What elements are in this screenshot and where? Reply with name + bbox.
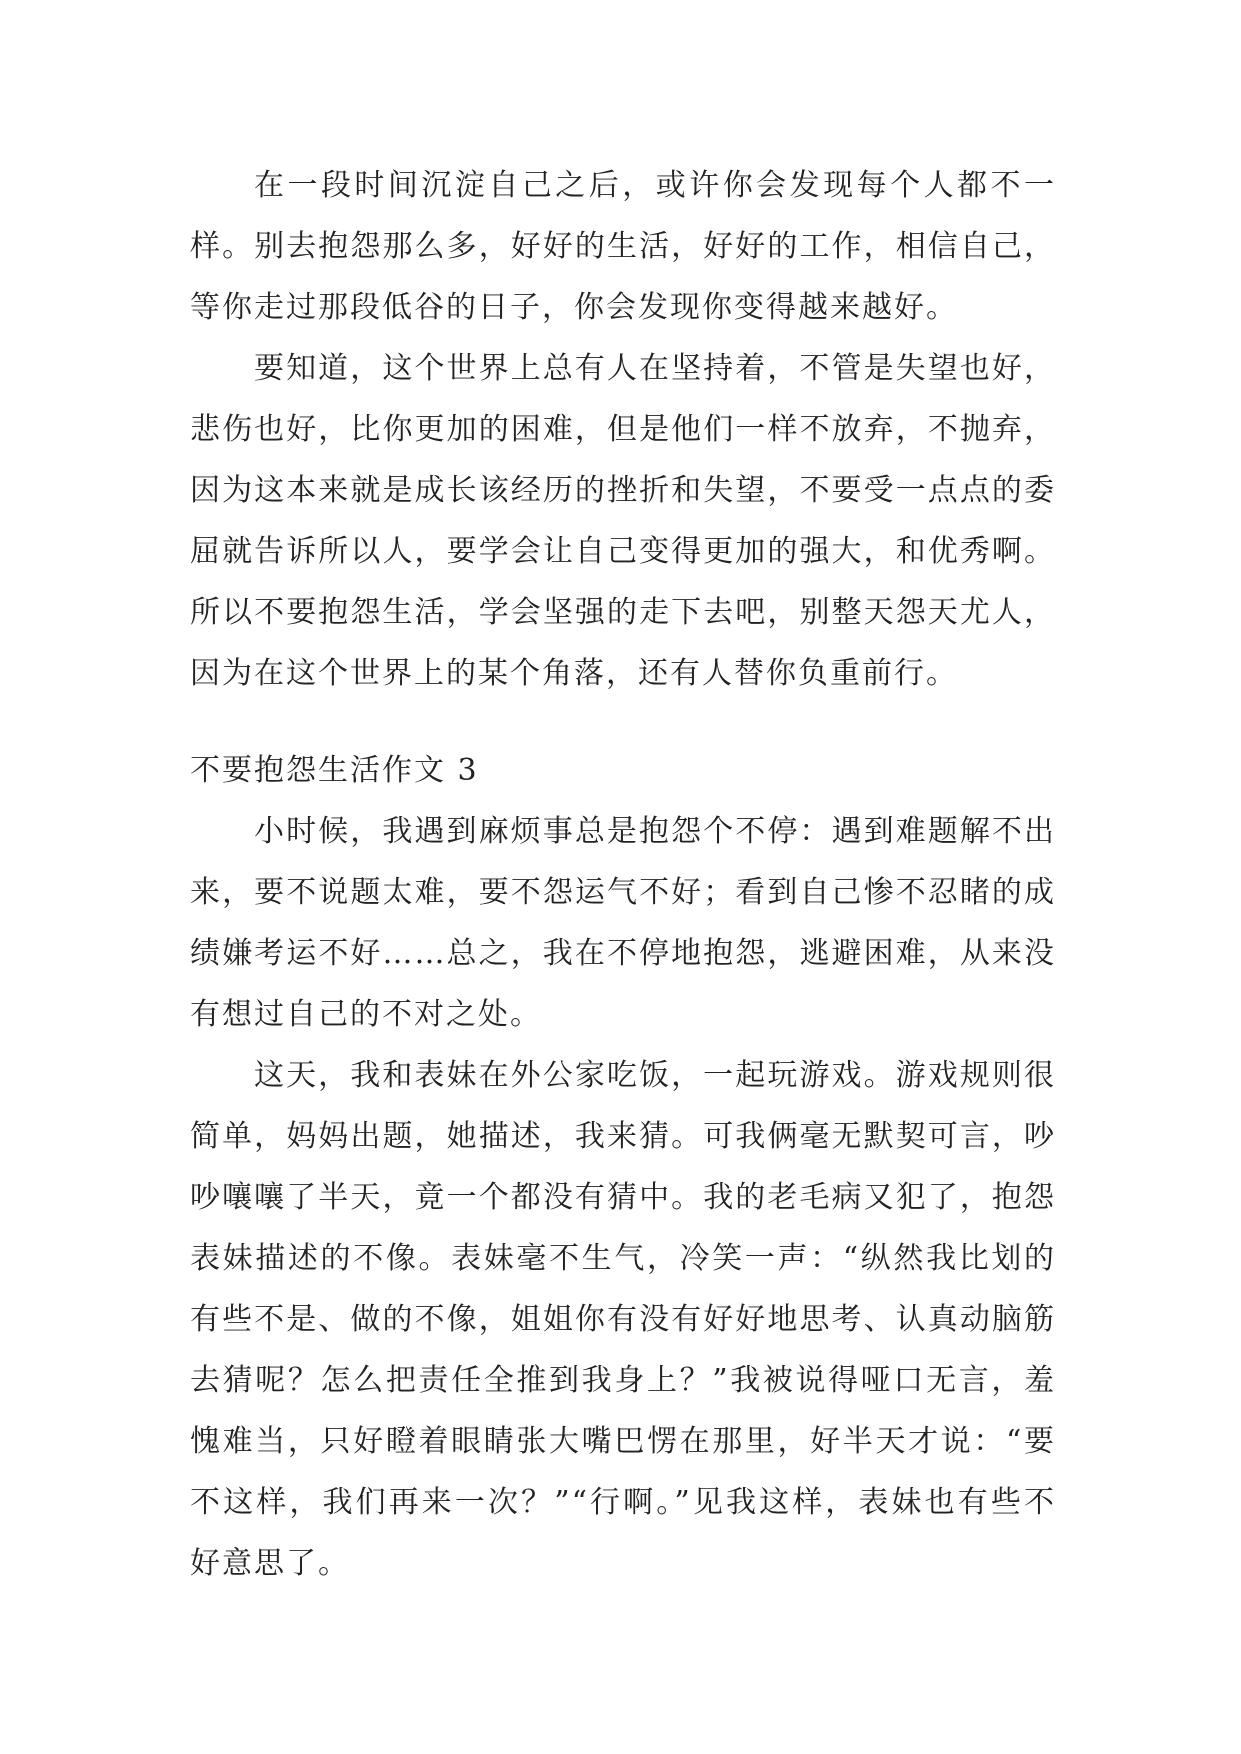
section-heading: 不要抱怨生活作文 3	[190, 753, 479, 788]
paragraph-1: 在一段时间沉淀自己之后，或许你会发现每个人都不一样。别去抱怨那么多，好好的生活，好好的工作，相信自己，等你走过那段低谷的日子，你会发现你变得越来越好。	[190, 168, 1056, 325]
paragraph-3: 小时候，我遇到麻烦事总是抱怨个不停：遇到难题解不出来，要不说题太难，要不怨运气不好；看到自己惨不忍睹的成绩嫌考运不好……总之，我在不停地抱怨，逃避困难，从来没有想过自己的不对之处。	[190, 814, 1056, 1032]
paragraph-4: 这天，我和表妹在外公家吃饭，一起玩游戏。游戏规则很简单，妈妈出题，她描述，我来猜。可我俩毫无默契可言，吵吵嚷嚷了半天，竟一个都没有猜中。我的老毛病又犯了，抱怨表妹描述的不像。表妹毫不生气，冷笑一声：“纵然我比划的有些不是、做的不像，姐姐你有没有好好地思考、认真动脑筋去猜呢？怎么把责任全推到我身上？”我被说得哑口无言，羞愧难当，只好瞪着眼睛张大嘴巴愣在那里，好半天才说：“要不这样，我们再来一次？”“行啊。”见我这样，表妹也有些不好意思了。	[190, 1058, 1056, 1581]
document-body	[190, 155, 1056, 1594]
paragraph-2: 要知道，这个世界上总有人在坚持着，不管是失望也好，悲伤也好，比你更加的困难，但是他们一样不放弃，不抛弃，因为这本来就是成长该经历的挫折和失望，不要受一点点的委屈就告诉所以人，要学会让自己变得更加的强大，和优秀啊。所以不要抱怨生活，学会坚强的走下去吧，别整天怨天尤人，因为在这个世界上的某个角落，还有人替你负重前行。	[190, 351, 1056, 691]
